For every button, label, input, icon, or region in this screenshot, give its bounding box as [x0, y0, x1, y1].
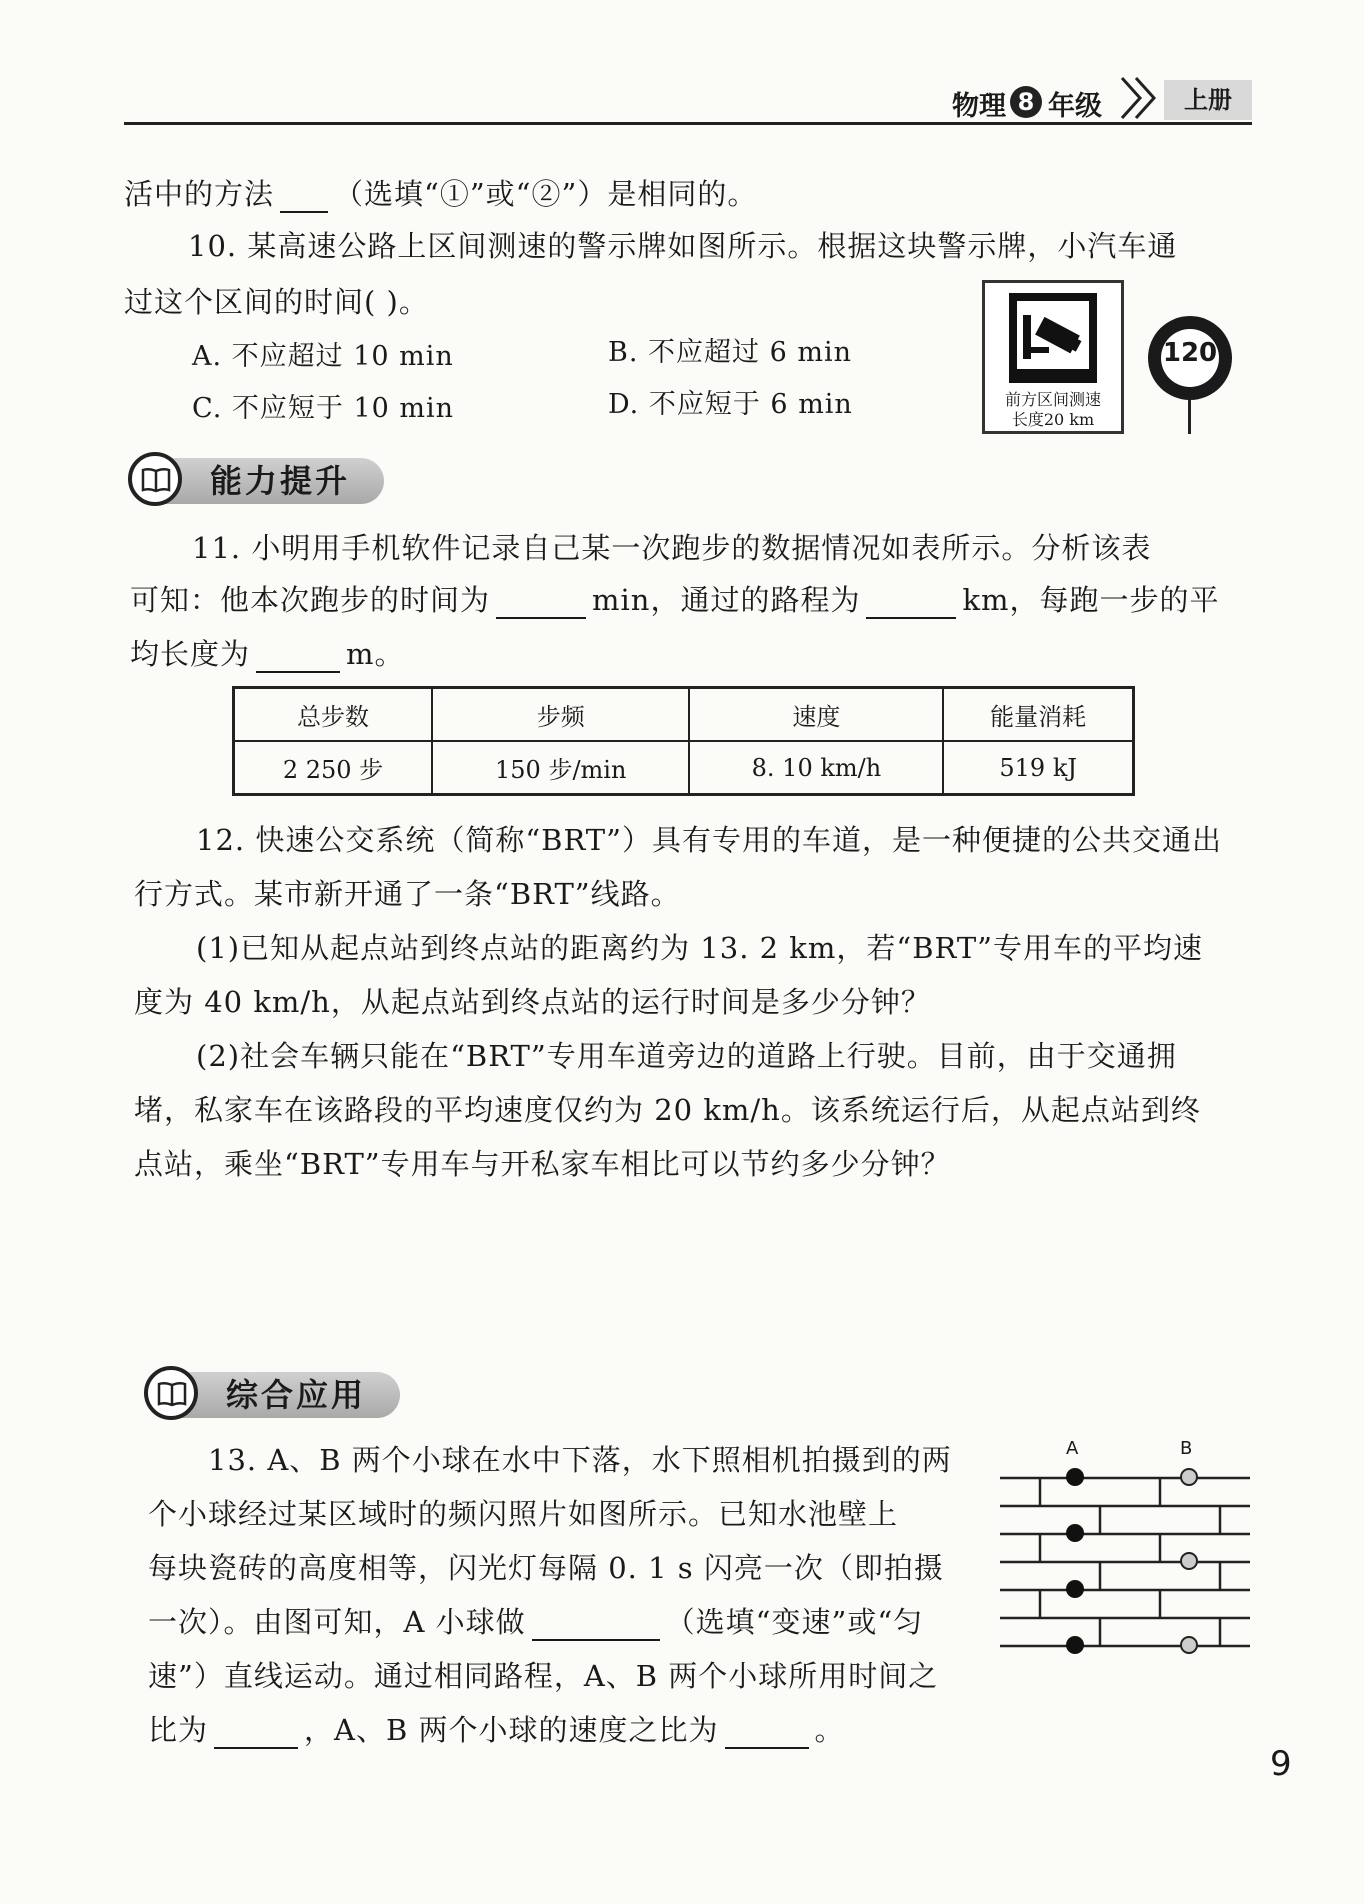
ball-b-position [1180, 1636, 1198, 1654]
section-banner-ability [128, 452, 388, 510]
section-title: 能力提升 [210, 462, 351, 500]
speed-limit-sign [1148, 316, 1232, 400]
ball-b-position [1180, 1552, 1198, 1570]
q9-text-after: （选填“①”或“②”）是相同的。 [334, 177, 758, 211]
running-data-table [232, 686, 1135, 796]
q11-line3: 均长度为 m。 [130, 637, 405, 671]
ball-a-position [1066, 1580, 1084, 1598]
sign-text-2: 长度20 km [1011, 410, 1095, 429]
answer-blank[interactable] [496, 587, 586, 619]
double-chevron-icon [1118, 74, 1164, 122]
q10-option-b[interactable]: B. 不应超过 6 min [608, 337, 852, 368]
ball-a-position [1066, 1636, 1084, 1654]
book-icon [128, 452, 182, 506]
answer-blank[interactable] [532, 1609, 660, 1641]
q9-tail-line [124, 172, 757, 213]
table-header-cell: 步频 [432, 688, 690, 742]
ball-b-position [1180, 1468, 1198, 1486]
section-banner-comprehensive [144, 1366, 404, 1424]
q13-line6: 比为 ，A、B 两个小球的速度之比为 。 [148, 1713, 845, 1747]
table-header-row [234, 688, 1134, 742]
book-icon [144, 1366, 198, 1420]
q13-line4: 一次）。由图可知，A 小球做 （选填“变速”或“匀 [148, 1605, 924, 1639]
table-header-cell: 能量消耗 [943, 688, 1133, 742]
q13-line2: 个小球经过某区域时的频闪照片如图所示。已知水池壁上 [148, 1497, 899, 1531]
page-number: 9 [1270, 1744, 1292, 1784]
section-title: 综合应用 [226, 1376, 367, 1414]
q10-option-c[interactable]: C. 不应短于 10 min [192, 393, 455, 424]
q11-line1: 11. 小明用手机软件记录自己某一次跑步的数据情况如表所示。分析该表 [192, 531, 1152, 565]
header-rule [124, 122, 1252, 125]
table-cell: 150 步/min [432, 741, 690, 795]
table-header-cell: 总步数 [234, 688, 432, 742]
sign-post [1188, 400, 1191, 434]
q10-option-d[interactable]: D. 不应短于 6 min [608, 389, 853, 420]
table-cell: 2 250 步 [234, 741, 432, 795]
answer-blank[interactable] [214, 1717, 298, 1749]
q12-line2: 行方式。某市新开通了一条“BRT”线路。 [134, 877, 681, 911]
q10-option-a[interactable]: A. 不应超过 10 min [192, 341, 454, 372]
sign-text-1: 前方区间测速 [1004, 390, 1101, 409]
speed-limit-value: 120 [1162, 338, 1218, 368]
answer-blank[interactable] [866, 587, 956, 619]
speed-camera-icon [1023, 307, 1083, 365]
strobe-figure [1000, 1434, 1250, 1664]
grade-badge: 8 [1010, 86, 1042, 118]
q9-text-before: 活中的方法 [124, 177, 275, 211]
table-cell: 519 kJ [943, 741, 1133, 795]
ball-a-position [1066, 1468, 1084, 1486]
table-cell: 8. 10 km/h [689, 741, 943, 795]
q11-line2: 可知：他本次跑步的时间为 min，通过的路程为 km，每跑一步的平 [130, 583, 1220, 617]
q12-part1-line1: (1)已知从起点站到终点站的距离约为 13. 2 km，若“BRT”专用车的平均速 [196, 931, 1204, 965]
answer-blank[interactable] [725, 1717, 809, 1749]
table-row [234, 741, 1134, 795]
ball-b-label: B [1180, 1438, 1193, 1459]
q12-part2-line3: 点站，乘坐“BRT”专用车与开私家车相比可以节约多少分钟？ [134, 1147, 951, 1181]
q13-line5: 速”）直线运动。通过相同路程，A、B 两个小球所用时间之 [148, 1659, 939, 1693]
q13-line1: 13. A、B 两个小球在水中下落，水下照相机拍摄到的两 [208, 1443, 952, 1477]
q13-line3: 每块瓷砖的高度相等，闪光灯每隔 0. 1 s 闪亮一次（即拍摄 [148, 1551, 944, 1585]
tile-wall-diagram [1000, 1434, 1250, 1664]
q10-line2: 过这个区间的时间( )。 [124, 285, 429, 319]
q12-part1-line2: 度为 40 km/h，从起点站到终点站的运行时间是多少分钟？ [134, 985, 931, 1019]
book-volume-tag: 上册 [1164, 80, 1252, 120]
q12-part2-line2: 堵，私家车在该路段的平均速度仅约为 20 km/h。该系统运行后，从起点站到终 [134, 1093, 1201, 1127]
header-subject: 物理 [952, 91, 1006, 122]
camera-panel [1009, 293, 1097, 383]
table-header-cell: 速度 [689, 688, 943, 742]
q10-line1: 10. 某高速公路上区间测速的警示牌如图所示。根据这块警示牌，小汽车通 [188, 229, 1178, 263]
answer-blank[interactable] [280, 181, 328, 213]
warning-sign [982, 280, 1124, 434]
answer-blank[interactable] [256, 641, 340, 673]
ball-a-position [1066, 1524, 1084, 1542]
ball-a-label: A [1066, 1438, 1079, 1459]
q12-line1: 12. 快速公交系统（简称“BRT”）具有专用的车道，是一种便捷的公共交通出 [196, 823, 1222, 857]
q12-part2-line1: (2)社会车辆只能在“BRT”专用车道旁边的道路上行驶。目前，由于交通拥 [196, 1039, 1177, 1073]
header-grade: 年级 [1048, 91, 1102, 122]
